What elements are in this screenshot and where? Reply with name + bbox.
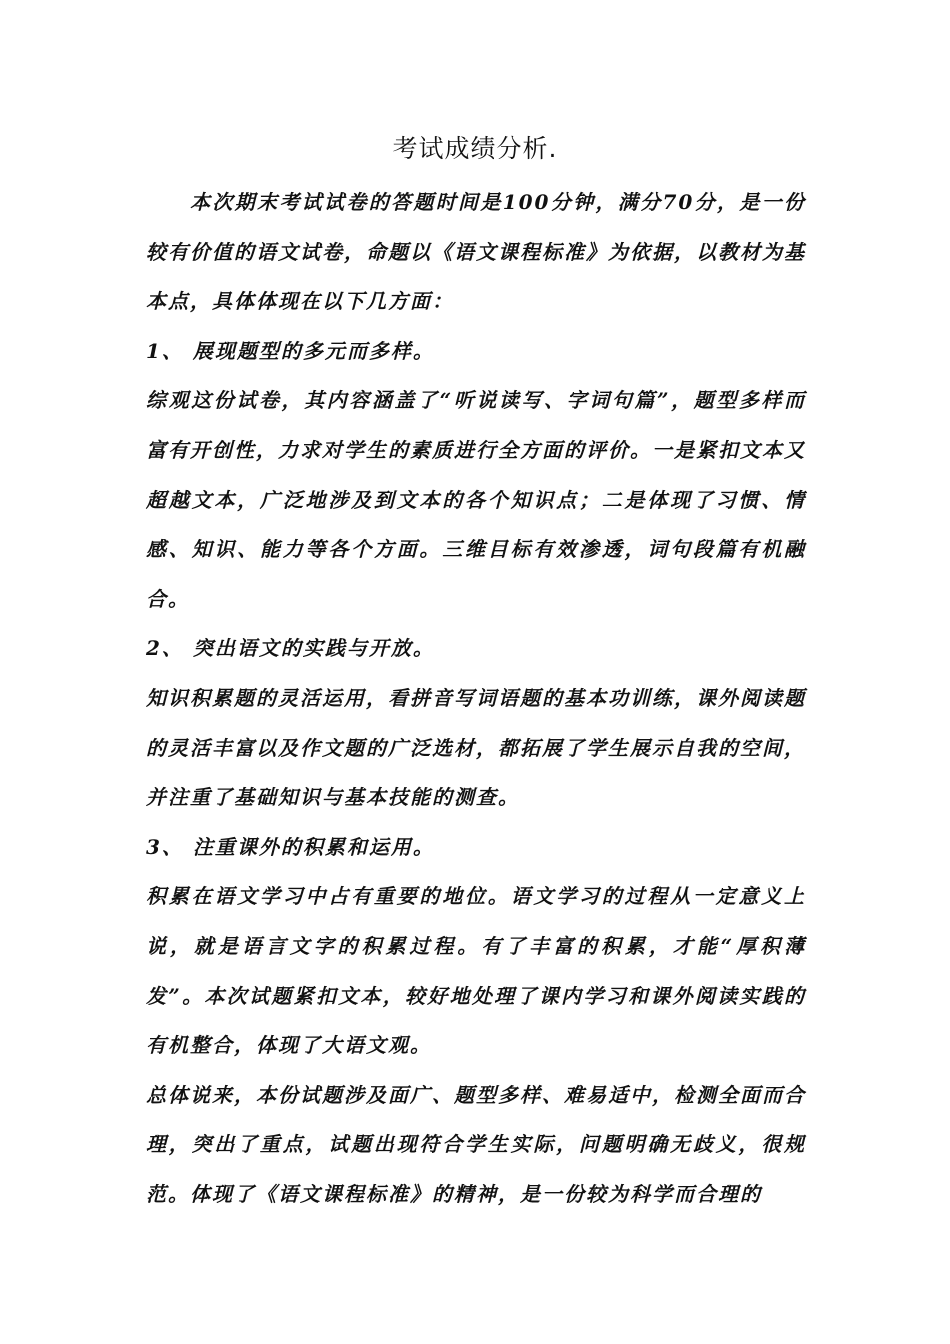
section-3-paragraph: 积累在语文学习中占有重要的地位。语文学习的过程从一定意义上说，就是语言文字的积累过程。有了丰富的积累，才能“厚积薄发”。本次试题紧扣文本，较好地处理了课内学习和课外阅读实践的有机整合，体现了大语文观。 xyxy=(146,884,806,1058)
document-title: 考试成绩分析. xyxy=(392,134,558,163)
section-1-heading: 1、 展现题型的多元而多样。 xyxy=(146,338,435,363)
section-3-heading: 3、 注重课外的积累和运用。 xyxy=(146,834,435,859)
section-1-paragraph: 综观这份试卷，其内容涵盖了“听说读写、字词句篇”，题型多样而富有开创性，力求对学生的素质进行全方面的评价。一是紧扣文本又超越文本，广泛地涉及到文本的各个知识点；二是体现了习惯、情感、知识、能力等各个方面。三维目标有效渗透，词句段篇有机融合。 xyxy=(146,388,806,611)
section-2-heading: 2、 突出语文的实践与开放。 xyxy=(146,636,435,661)
section-2-paragraph: 知识积累题的灵活运用，看拼音写词语题的基本功训练，课外阅读题的灵活丰富以及作文题的广泛选材，都拓展了学生展示自我的空间，并注重了基础知识与基本技能的测查。 xyxy=(146,685,806,810)
conclusion-paragraph: 总体说来，本份试题涉及面广、题型多样、难易适中，检测全面而合理，突出了重点，试题出现符合学生实际，问题明确无歧义，很规范。体现了《语文课程标准》的精神，是一份较为科学而合理的 xyxy=(146,1082,806,1206)
document-body xyxy=(146,178,806,1219)
intro-paragraph: 本次期末考试试卷的答题时间是100分钟，满分70分，是一份较有价值的语文试卷，命题以《语文课程标准》为依据，以教材为基本点，具体体现在以下几方面： xyxy=(146,190,806,314)
